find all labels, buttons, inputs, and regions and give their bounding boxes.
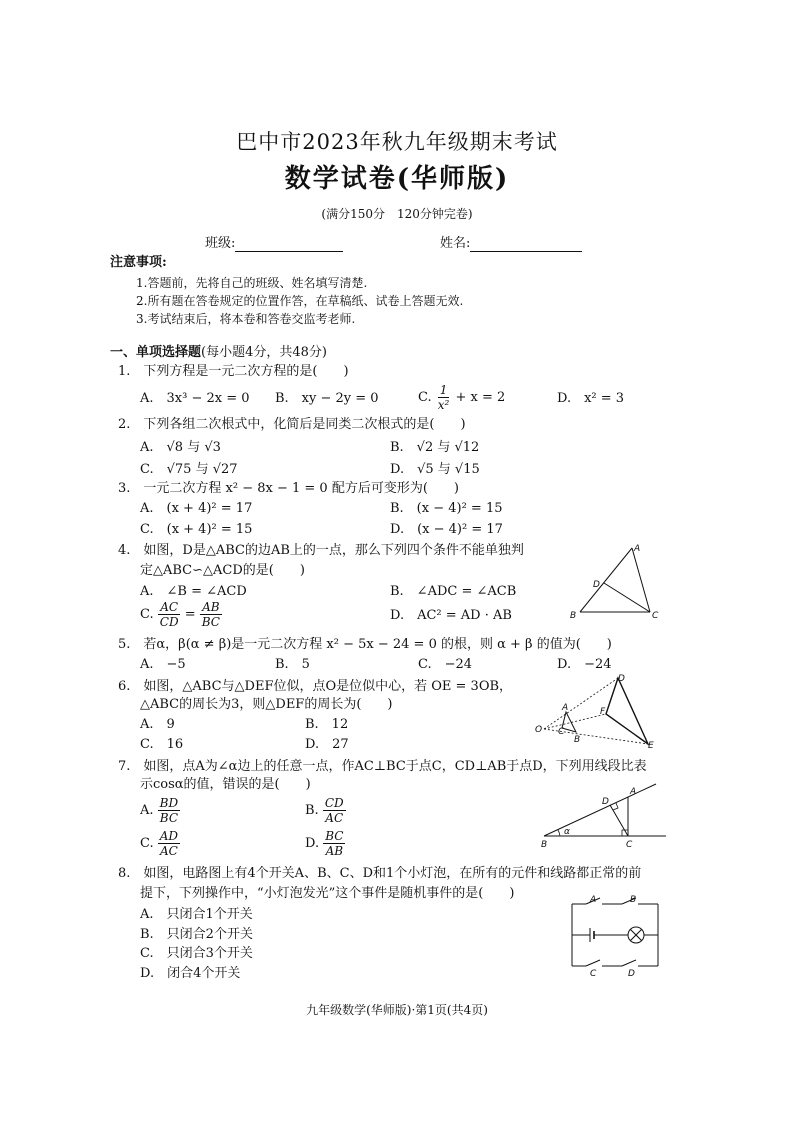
q7-label-alpha: α (564, 827, 570, 837)
q4-c-f1-num: AC (160, 600, 179, 614)
q6-stem-line2: △ABC的周长为3，则△DEF的周长为( ) (140, 697, 393, 712)
exam-subtitle: 数学试卷(华师版) (284, 164, 510, 194)
q7-segment-cd (610, 805, 628, 836)
q8-label-d: D (628, 969, 635, 976)
q2-option-c[interactable]: C. √75 与 √27 (140, 462, 238, 477)
q4-c-f1-den: CD (159, 615, 179, 629)
q3-option-b[interactable]: B. (x − 4)² = 15 (390, 501, 503, 516)
q2-option-d[interactable]: D. √5 与 √15 (390, 462, 480, 477)
q8-circuit-figure (566, 892, 666, 976)
q7-c-den: AC (159, 844, 178, 858)
q7-option-a[interactable] (140, 796, 180, 825)
q8-option-c[interactable]: C. 只闭合3个开关 (140, 946, 253, 961)
q7-d-den: AB (325, 844, 344, 858)
q7-side-ba (544, 784, 656, 836)
q4-label-b: B (570, 611, 577, 621)
q6-stem-line1: 6. 如图，△ABC与△DEF位似，点O是位似中心，若 OE = 3OB， (118, 679, 513, 694)
q7-b-label: B. (305, 803, 319, 818)
q4-c-f2-den: BC (201, 615, 220, 629)
q4-stem-line1: 4. 如图，D是△ABC的边AB上的一点，那么下列四个条件不能单独判 (118, 543, 524, 558)
q4-c-eq: = (184, 607, 196, 622)
q8-label-b: B (630, 895, 637, 905)
q2-option-a[interactable]: A. √8 与 √3 (140, 440, 221, 455)
q7-b-fraction (323, 796, 346, 825)
q1-stem: 1. 下列方程是一元二次方程的是( ) (118, 364, 349, 379)
q7-a-fraction (158, 796, 180, 825)
class-field (205, 236, 343, 252)
q4-stem-line2: 定△ABC∽△ACD的是( ) (140, 563, 305, 578)
q7-angle-figure (540, 780, 670, 850)
q4-option-d[interactable]: D. AC² = AD · AB (390, 608, 512, 623)
exam-meta: (满分150分 120分钟完卷) (321, 207, 473, 221)
q7-c-num: AD (159, 829, 179, 843)
q7-d-num: BC (325, 829, 344, 843)
q1-c-label: C. (418, 390, 432, 405)
q8-option-b[interactable]: B. 只闭合2个开关 (140, 927, 253, 942)
q7-option-c[interactable] (140, 829, 180, 858)
section-heading (110, 345, 327, 361)
q7-angle-arc (558, 830, 560, 836)
class-blank[interactable] (235, 239, 343, 252)
q7-c-fraction (158, 829, 180, 858)
q7-a-den: BC (159, 811, 179, 825)
q6-label-b: B (574, 735, 581, 745)
q4-c-f2-num: AB (202, 600, 220, 614)
q7-label-d: D (602, 797, 609, 807)
q7-d-label: D. (305, 836, 320, 851)
q1-option-b[interactable]: B. xy − 2y = 0 (275, 391, 379, 406)
q4-option-b[interactable]: B. ∠ADC = ∠ACB (390, 584, 517, 599)
q7-stem-line2: 示cosα的值，错误的是( ) (140, 777, 311, 792)
q4-side-ab (580, 548, 632, 612)
name-blank[interactable] (470, 239, 582, 252)
q4-c-fraction-2 (200, 600, 222, 629)
q7-b-num: CD (324, 796, 344, 810)
q3-option-d[interactable]: D. (x − 4)² = 17 (390, 522, 503, 537)
q8-label-c: C (590, 969, 597, 976)
q7-option-d[interactable] (305, 829, 345, 858)
q1-option-c[interactable] (418, 383, 505, 412)
q7-c-label: C. (140, 836, 154, 851)
q7-d-fraction (323, 829, 345, 858)
q8-option-a[interactable]: A. 只闭合1个开关 (140, 907, 253, 922)
q3-option-a[interactable]: A. (x + 4)² = 17 (140, 501, 253, 516)
notes-heading: 注意事项: (110, 255, 167, 270)
q8-switch-d (622, 960, 636, 966)
q8-option-d[interactable]: D. 闭合4个开关 (140, 966, 241, 981)
q3-stem: 3. 一元二次方程 x² − 8x − 1 = 0 配方后可变形为( ) (118, 481, 459, 496)
q3-option-c[interactable]: C. (x + 4)² = 15 (140, 522, 253, 537)
q7-label-c: C (626, 840, 633, 850)
name-label: 姓名: (440, 236, 471, 251)
q6-option-b[interactable]: B. 12 (305, 717, 349, 732)
q2-stem: 2. 下列各组二次根式中，化简后是同类二次根式的是( ) (118, 417, 466, 432)
q2-option-b[interactable]: B. √2 与 √12 (390, 440, 480, 455)
q6-label-f: F (600, 707, 606, 717)
q7-a-label: A. (140, 803, 154, 818)
q6-ray-od (544, 678, 618, 729)
q8-switch-c (586, 960, 600, 966)
q7-a-num: BD (159, 796, 179, 810)
q5-option-c[interactable]: C. −24 (418, 657, 473, 672)
q4-triangle-figure (564, 542, 664, 624)
q8-label-a: A (590, 895, 597, 905)
q6-label-d: D (618, 674, 625, 684)
q7-stem-line1: 7. 如图，点A为∠α边上的任意一点，作AC⊥BC于点C，CD⊥AB于点D，下列用线段比表 (118, 759, 647, 774)
q7-option-b[interactable] (305, 796, 346, 825)
q6-option-c[interactable]: C. 16 (140, 737, 184, 752)
name-field (440, 236, 582, 252)
q6-triangle-def (606, 678, 648, 744)
q6-option-d[interactable]: D. 27 (305, 737, 349, 752)
q4-label-a: A (634, 544, 641, 554)
q1-option-a[interactable]: A. 3x³ − 2x = 0 (140, 391, 250, 406)
q4-c-label: C. (140, 607, 154, 622)
q1-option-d[interactable]: D. x² = 3 (557, 391, 625, 406)
q6-homothety-figure (534, 672, 660, 752)
q4-c-fraction-1 (158, 600, 181, 629)
q1-c-fraction (436, 383, 452, 412)
q7-label-a: A (630, 787, 637, 797)
q5-stem: 5. 若α，β(α ≠ β)是一元二次方程 x² − 5x − 24 = 0 的根，则 α + β 的值为( ) (118, 637, 612, 652)
q4-option-a[interactable]: A. ∠B = ∠ACD (140, 584, 247, 599)
q4-label-c: C (652, 611, 659, 621)
q4-option-c[interactable] (140, 600, 222, 629)
q8-stem-line2: 提下，下列操作中，“小灯泡发光”这个事件是随机事件的是( ) (140, 886, 515, 901)
q5-option-b[interactable]: B. 5 (275, 657, 310, 672)
q1-c-num: 1 (439, 383, 448, 397)
q6-label-e: E (648, 741, 654, 751)
q6-option-a[interactable]: A. 9 (140, 717, 175, 732)
section-note: (每小题4分，共48分) (201, 345, 327, 360)
q1-c-rest: + x = 2 (455, 390, 506, 405)
q4-label-d: D (593, 580, 600, 590)
note-item: 3.考试结束后，将本卷和答卷交监考老师. (136, 312, 356, 326)
q5-option-d[interactable]: D. −24 (557, 657, 612, 672)
section-title: 一、单项选择题 (110, 345, 202, 360)
note-item: 1.答题前，先将自己的班级、姓名填写清楚. (136, 276, 368, 290)
q8-stem-line1: 8. 如图，电路图上有4个开关A、B、C、D和1个小灯泡，在所有的元件和线路都正常的前 (118, 866, 642, 881)
q5-option-a[interactable]: A. −5 (140, 657, 186, 672)
q6-label-a: A (562, 703, 569, 713)
exam-title: 巴中市2023年秋九年级期末考试 (236, 130, 558, 154)
q7-b-den: AC (325, 811, 344, 825)
note-item: 2.所有题在答卷规定的位置作答，在草稿纸、试卷上答题无效. (136, 294, 464, 308)
q6-label-o: O (535, 725, 543, 735)
q6-label-c: C (558, 727, 565, 737)
q7-label-b: B (541, 840, 548, 850)
page-footer: 九年级数学(华师版)·第1页(共4页) (306, 1003, 488, 1017)
class-label: 班级: (205, 236, 236, 251)
q6-ray-of (544, 714, 606, 729)
q1-c-den: x² (437, 398, 450, 412)
